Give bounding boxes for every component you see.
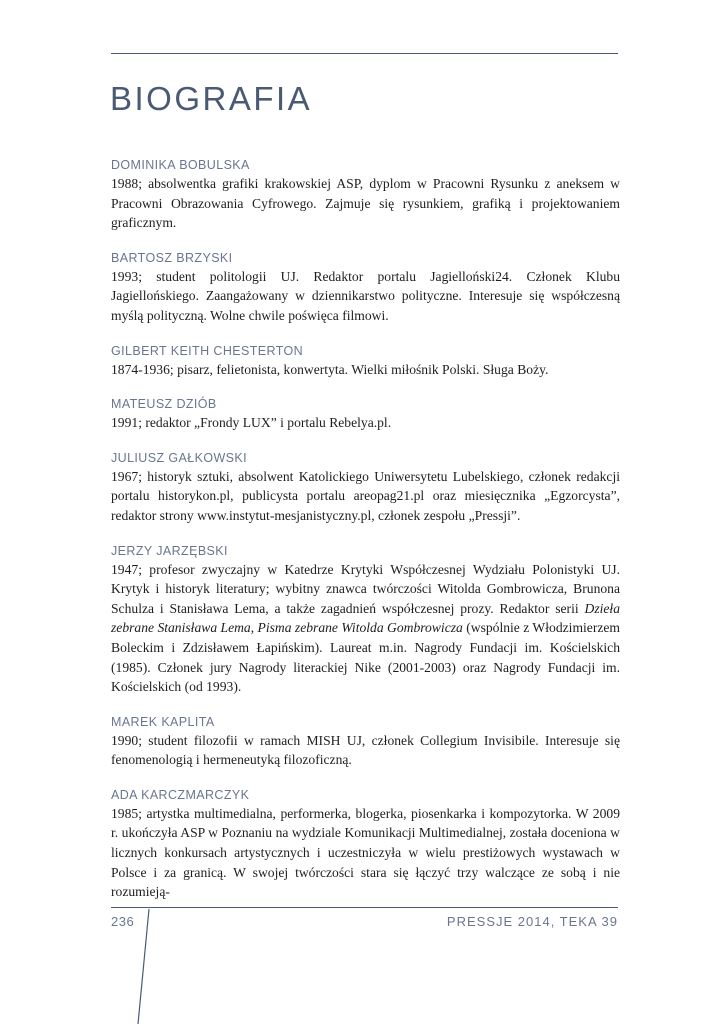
author-bio: 1988; absolwentka grafiki krakowskiej ASP, dyplom w Pracowni Rysunku z aneksem w Pracowni Obrazowania Cyfrowego. Zajmuje się rysunkiem, grafiką i projektowaniem graficznym. bbox=[111, 176, 620, 231]
author-name: MATEUSZ DZIÓB bbox=[111, 397, 217, 412]
series-title: Pisma zebrane Witolda Gombrowicza bbox=[257, 620, 463, 636]
biography-entry bbox=[111, 713, 620, 770]
author-bio: 1967; historyk sztuki, absolwent Katolickiego Uniwersytetu Lubelskiego, członek redakcji portalu historykon.pl, publicysta portalu areopag21.pl oraz miesięcznika „Egzorcysta”, redaktor strony www.instytut-mesjanistyczny.pl, członek zespołu „Pressji”. bbox=[111, 468, 620, 523]
author-name: GILBERT KEITH CHESTERTON bbox=[111, 343, 304, 358]
top-rule bbox=[111, 53, 618, 54]
bottom-rule bbox=[111, 907, 618, 908]
biography-entry bbox=[111, 395, 620, 433]
author-name: ADA KARCZMARCZYK bbox=[111, 787, 250, 802]
biography-entry bbox=[111, 156, 620, 233]
series-title: Dzieła zebrane Stanisława Lema bbox=[111, 600, 620, 636]
author-name: JERZY JARZĘBSKI bbox=[111, 543, 228, 558]
author-bio: 1947; profesor zwyczajny w Katedrze Krytyki Współczesnej Wydziału Polonistyki UJ. Krytyk i historyk literatury; wybitny znawca twórczości Witolda Gombrowicza, Brunona Schulza i Stanisława Lema, a także zagadnień współczesnej prozy. Redaktor serii Dzieła zebrane Stanisława Lema, Pisma zebrane Witolda Gombrowicza (wspólnie z Włodzimierzem Boleckim i Zdzisławem Łapińskim). Laureat m.in. Nagrody Fundacji im. Kościelskich (1985). Członek jury Nagrody literackiej Nike (2001-2003) oraz Nagrody Fundacji im. Kościelskich (od 1993). bbox=[111, 561, 620, 695]
journal-title: PRESSJE 2014, TEKA 39 bbox=[446, 914, 618, 929]
page-title: BIOGRAFIA bbox=[110, 80, 313, 117]
biography-entry bbox=[111, 542, 620, 697]
author-name: MAREK KAPLITA bbox=[111, 714, 215, 729]
author-name: BARTOSZ BRZYSKI bbox=[111, 250, 233, 265]
biography-entry bbox=[111, 342, 620, 380]
page-number: 236 bbox=[111, 914, 135, 929]
author-bio: 1874-1936; pisarz, felietonista, konwertyta. Wielki miłośnik Polski. Sługa Boży. bbox=[111, 361, 549, 377]
biography-entry bbox=[111, 786, 620, 902]
biography-entry bbox=[111, 249, 620, 326]
author-bio: 1990; student filozofii w ramach MISH UJ, członek Collegium Invisibile. Interesuje się fenomenologią i hermeneutyką filozoficzną. bbox=[111, 732, 620, 768]
author-bio: 1991; redaktor „Frondy LUX” i portalu Rebelya.pl. bbox=[111, 415, 392, 431]
biography-entry bbox=[111, 449, 620, 526]
author-bio: 1993; student politologii UJ. Redaktor portalu Jagielloński24. Członek Klubu Jagiellońskiego. Zaangażowany w dziennikarstwo polityczne. Interesuje się współczesną myślą polityczną. Wolne chwile poświęca filmowi. bbox=[111, 268, 620, 323]
author-name: DOMINIKA BOBULSKA bbox=[111, 158, 250, 172]
biography-list bbox=[111, 156, 620, 918]
author-bio: 1985; artystka multimedialna, performerka, blogerka, piosenkarka i kompozytorka. W 2009 r. ukończyła ASP w Poznaniu na wydziale Komunikacji Multimedialnej, została doceniona w licznych konkursach artystycznych i uczestniczyła w wielu prestiżowych wystawach w Polsce i za granicą. W swojej twórczości stara się łączyć trzy walczące ze sobą i nie rozumieją- bbox=[111, 805, 620, 900]
author-name: JULIUSZ GAŁKOWSKI bbox=[111, 450, 247, 465]
